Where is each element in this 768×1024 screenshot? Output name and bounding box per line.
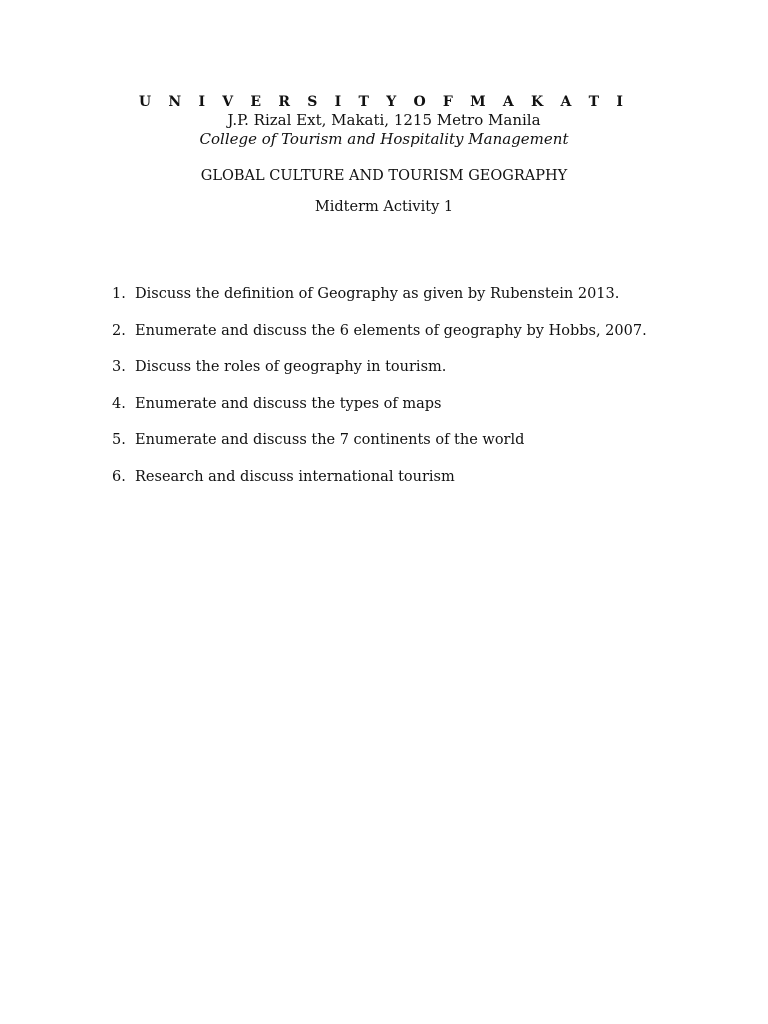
course-title: GLOBAL CULTURE AND TOURISM GEOGRAPHY: [200, 168, 568, 184]
item-text: Enumerate and discuss the 7 continents of the world: [135, 432, 525, 448]
list-item: [112, 468, 732, 486]
item-number: 1.: [112, 286, 126, 302]
item-text: Enumerate and discuss the types of maps: [135, 395, 442, 412]
item-text: Discuss the definition of Geography as given by Rubenstein 2013.: [135, 286, 620, 302]
item-number: 2.: [112, 322, 126, 339]
list-item: [112, 431, 732, 449]
question-list: [112, 285, 732, 504]
item-number: 3.: [112, 359, 126, 375]
list-item: [112, 358, 732, 376]
college-name: College of Tourism and Hospitality Management: [199, 130, 569, 148]
item-number: 5.: [112, 432, 126, 448]
item-number: 4.: [112, 395, 126, 412]
list-item: [112, 395, 732, 413]
activity-title: Midterm Activity 1: [314, 199, 454, 215]
item-number: 6.: [112, 468, 126, 485]
list-item: [112, 285, 732, 303]
university-address: J.P. Rizal Ext, Makati, 1215 Metro Manila: [227, 111, 541, 129]
university-name: U N I V E R S I T Y O F M A K A T I: [138, 94, 630, 110]
item-text: Research and discuss international tourism: [135, 468, 455, 485]
item-text: Enumerate and discuss the 6 elements of geography by Hobbs, 2007.: [135, 322, 647, 339]
item-text: Discuss the roles of geography in tourism.: [135, 359, 447, 375]
list-item: [112, 322, 732, 340]
document-header: [0, 93, 768, 216]
